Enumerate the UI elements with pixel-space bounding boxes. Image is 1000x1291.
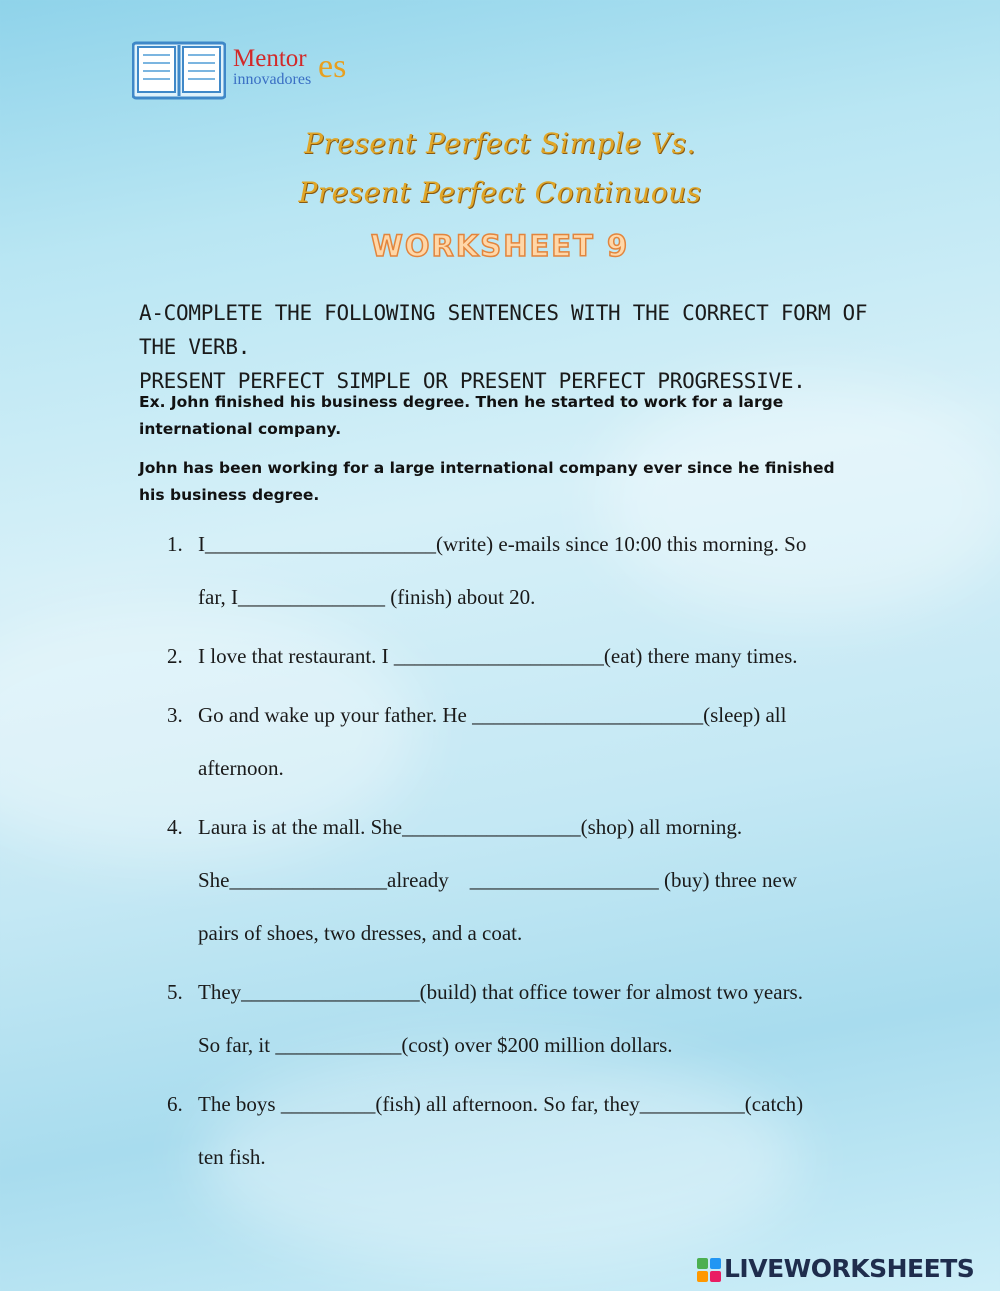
item-number: 5. [167,980,183,1004]
item-number: 2. [167,644,183,668]
page-title-line2: Present Perfect Continuous [298,176,702,209]
liveworksheets-brand: LIVEWORKSHEETS [724,1254,975,1283]
item-line[interactable]: Laura is at the mall. She_________________(shop) all morning. [198,815,743,839]
logo-text-mentor: Mentor [233,45,307,72]
item-line[interactable]: She_______________already __________________ (buy) three new [198,868,797,892]
exercise-item-4 [167,801,887,960]
item-number: 3. [167,703,183,727]
worksheet-number: WORKSHEET 9 [370,229,630,263]
open-book-icon [132,40,226,100]
item-number: 1. [167,532,183,556]
item-number: 4. [167,815,183,839]
exercise-item-3 [167,689,887,795]
logo-text-innovadores: innovadores [233,71,312,88]
item-number: 6. [167,1092,183,1116]
page-title-line1: Present Perfect Simple Vs. [304,127,696,160]
instructions-line2: PRESENT PERFECT SIMPLE OR PRESENT PERFECT PROGRESSIVE. [139,369,806,393]
exercise-item-2 [167,630,887,683]
liveworksheets-icon [697,1258,721,1282]
item-line[interactable]: I______________________(write) e-mails since 10:00 this morning. So [198,532,807,556]
exercise-item-6 [167,1078,887,1184]
item-line[interactable]: Go and wake up your father. He ______________________(sleep) all [198,703,787,727]
item-line[interactable]: afternoon. [198,756,284,780]
item-line[interactable]: I love that restaurant. I ____________________(eat) there many times. [198,644,798,668]
item-line: pairs of shoes, two dresses, and a coat. [198,921,523,945]
item-line[interactable]: They_________________(build) that office tower for almost two years. [198,980,803,1004]
item-line[interactable]: The boys _________(fish) all afternoon. So far, they__________(catch) [198,1092,804,1116]
mentores-logo [132,40,362,102]
instructions-line1: A-COMPLETE THE FOLLOWING SENTENCES WITH THE CORRECT FORM OF THE VERB. [139,301,868,359]
instructions [139,296,899,398]
example-answer: John has been working for a large international company ever since he finished his business degree. [139,459,835,504]
exercise-item-1 [167,518,887,624]
logo-text-accent: es [318,48,347,85]
example-sentence: Ex. John finished his business degree. Then he started to work for a large international company. [139,393,784,438]
item-line[interactable]: So far, it ____________(cost) over $200 million dollars. [198,1033,673,1057]
item-line: ten fish. [198,1145,266,1169]
exercise-item-5 [167,966,887,1072]
exercise-list [167,518,887,1190]
item-line[interactable]: far, I______________ (finish) about 20. [198,585,536,609]
